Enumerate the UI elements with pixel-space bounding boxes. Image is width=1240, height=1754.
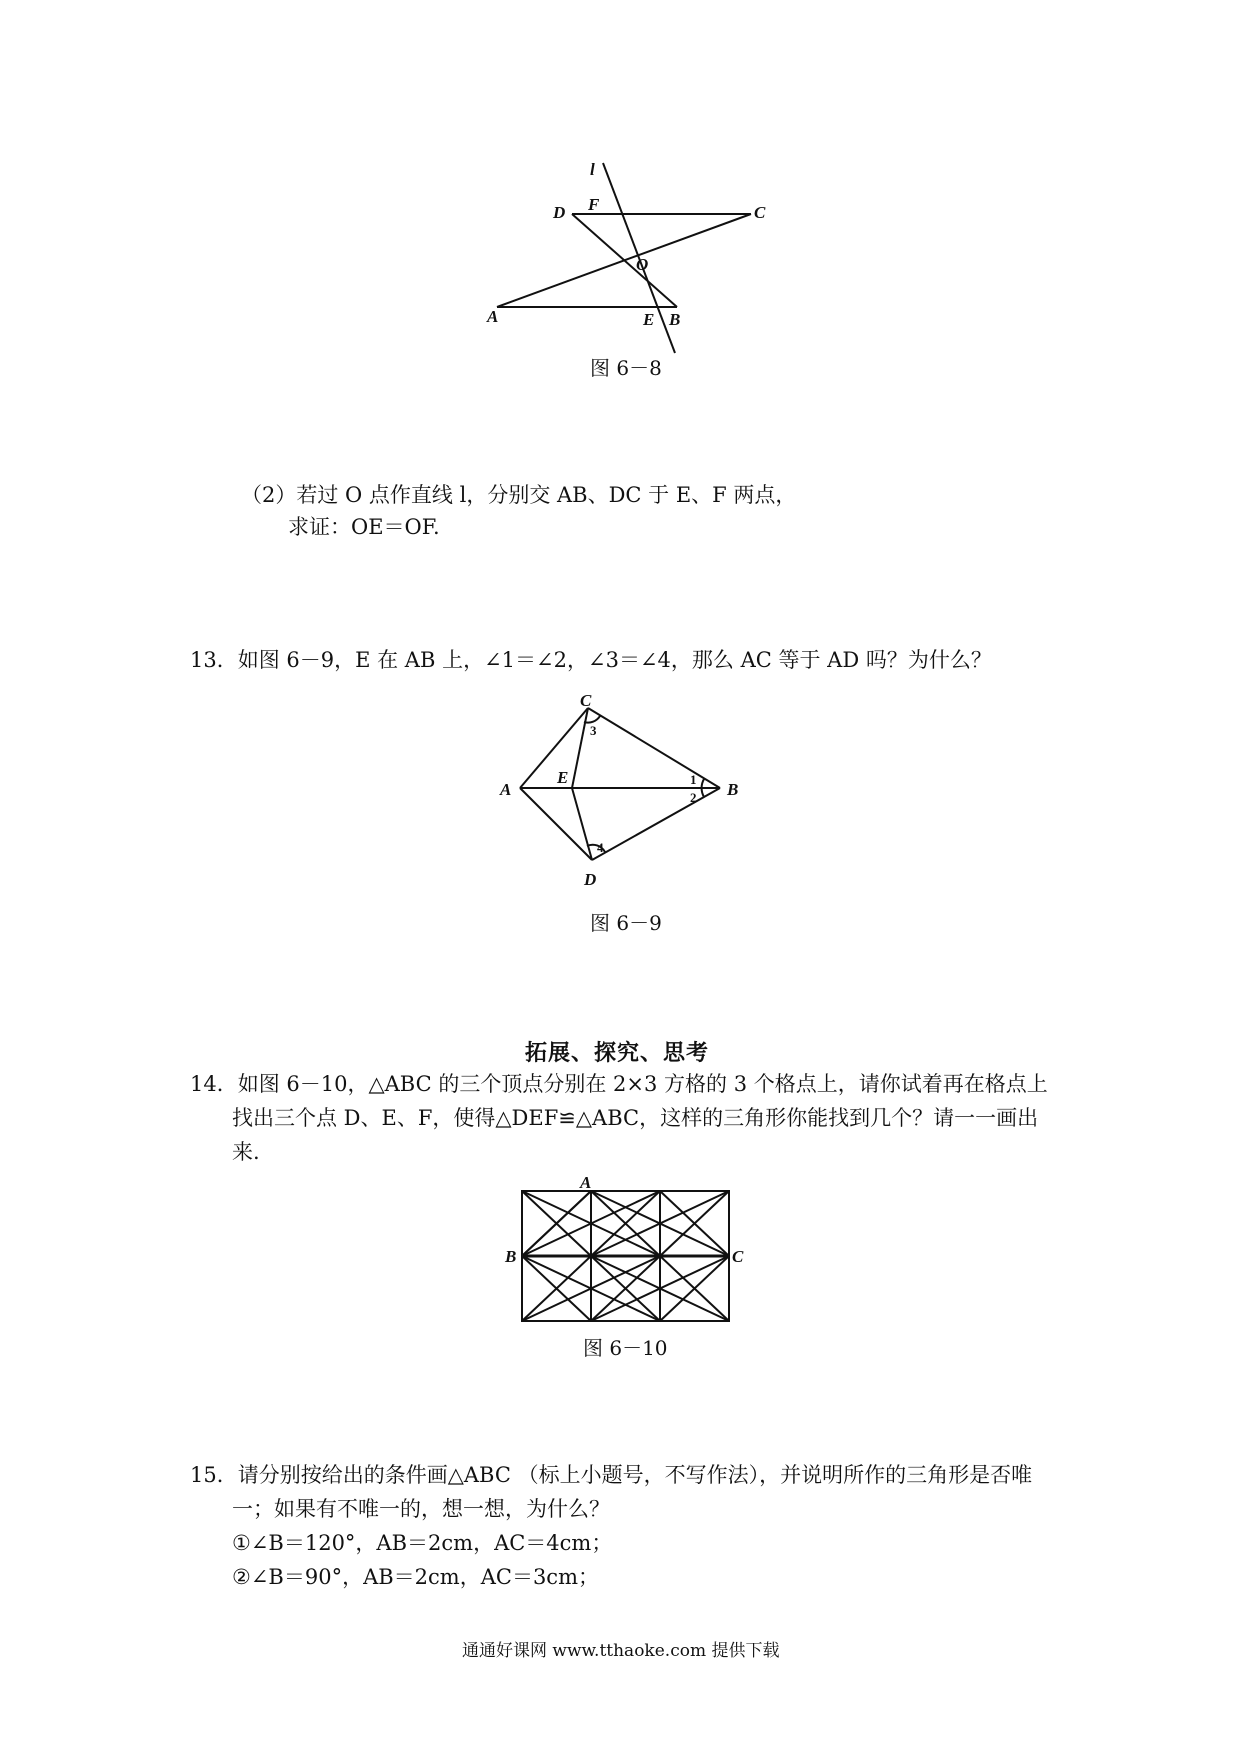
label-F: F <box>588 195 600 214</box>
label-E: E <box>557 768 569 787</box>
q13-text: 13．如图 6－9，E 在 AB 上，∠1＝∠2，∠3＝∠4，那么 AC 等于 AD 吗？为什么？ <box>190 648 992 672</box>
angle-label-4: 4 <box>597 840 604 855</box>
q15-line4: ②∠B＝90°，AB＝2cm，AC＝3cm； <box>232 1565 599 1589</box>
label-D: D <box>553 203 566 222</box>
section-heading: 拓展、探究、思考 <box>525 1040 710 1066</box>
figure-6-8-caption: 图 6－8 <box>590 356 662 380</box>
q12-part2-line2: 求证：OE＝OF. <box>288 515 440 539</box>
figure-6-10-caption: 图 6－10 <box>583 1336 668 1360</box>
angle-label-1: 1 <box>690 772 697 787</box>
q15-line3: ①∠B＝120°，AB＝2cm，AC＝4cm； <box>232 1531 613 1555</box>
label-A: A <box>487 307 499 326</box>
q15-line2: 一；如果有不唯一的，想一想，为什么？ <box>232 1497 610 1521</box>
label-O: O <box>636 255 649 274</box>
angle-label-3: 3 <box>590 723 597 738</box>
q15-line1: 15．请分别按给出的条件画△ABC （标上小题号，不写作法），并说明所作的三角形是否唯 <box>190 1463 1033 1487</box>
label-E: E <box>643 310 655 329</box>
q14-line1: 14．如图 6－10，△ABC 的三个顶点分别在 2×3 方格的 3 个格点上，请你试着再在格点上 <box>190 1072 1048 1096</box>
label-B: B <box>505 1247 517 1266</box>
q14-line3: 来. <box>232 1140 260 1164</box>
label-A: A <box>500 780 512 799</box>
label-B: B <box>669 310 681 329</box>
q14-line2: 找出三个点 D、E、F，使得△DEF≌△ABC，这样的三角形你能找到几个？请一一画出 <box>232 1106 1039 1130</box>
label-C: C <box>580 691 592 710</box>
footer-text: 通通好课网 www.tthaoke.com 提供下载 <box>462 1641 780 1661</box>
angle-label-2: 2 <box>690 790 697 805</box>
label-D: D <box>584 870 597 889</box>
q12-part2-line1: （2）若过 O 点作直线 l，分别交 AB、DC 于 E、F 两点， <box>241 483 797 507</box>
label-B: B <box>727 780 739 799</box>
figure-6-9-caption: 图 6－9 <box>590 911 662 935</box>
label-A: A <box>580 1173 592 1192</box>
label-C: C <box>754 203 766 222</box>
label-l: l <box>590 160 595 179</box>
label-C: C <box>732 1247 744 1266</box>
